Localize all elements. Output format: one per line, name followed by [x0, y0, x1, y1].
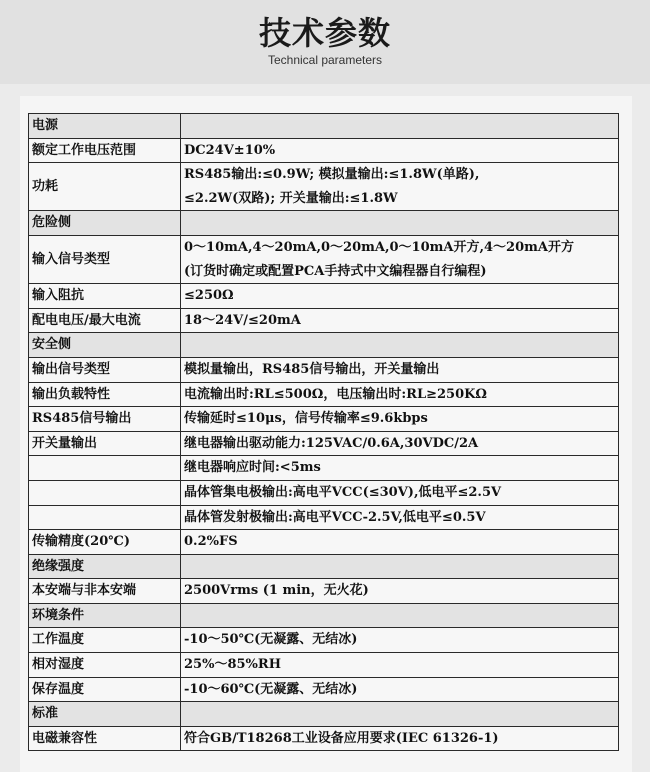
table-row — [29, 677, 619, 702]
parameter-label: 配电电压/最大电流 — [29, 308, 181, 333]
parameter-label: 传输精度(20℃) — [29, 530, 181, 555]
section-row — [29, 603, 619, 628]
parameter-value-line: ≤250Ω — [184, 288, 234, 304]
parameter-value — [181, 235, 619, 283]
parameter-value — [181, 530, 619, 555]
table-row — [29, 579, 619, 604]
parameter-value — [181, 308, 619, 333]
parameter-value — [181, 653, 619, 678]
parameter-value-line: 晶体管集电极输出:高电平VCC(≤30V),低电平≤2.5V — [184, 484, 502, 500]
page-subtitle: Technical parameters — [267, 53, 383, 67]
section-row — [29, 702, 619, 727]
section-row — [29, 333, 619, 358]
table-row — [29, 407, 619, 432]
parameter-label — [29, 505, 181, 530]
section-filler — [181, 603, 619, 628]
parameter-value-line: 继电器响应时间:<5ms — [184, 460, 321, 476]
parameter-value — [181, 284, 619, 309]
section-label: 环境条件 — [29, 603, 181, 628]
section-filler — [181, 114, 619, 139]
table-row — [29, 726, 619, 751]
section-row — [29, 114, 619, 139]
parameter-label: 输出信号类型 — [29, 357, 181, 382]
parameter-value — [181, 505, 619, 530]
section-label: 电源 — [29, 114, 181, 139]
parameter-value — [181, 480, 619, 505]
section-label: 绝缘强度 — [29, 554, 181, 579]
parameter-value — [181, 677, 619, 702]
parameter-label: 本安端与非本安端 — [29, 579, 181, 604]
parameter-value — [181, 357, 619, 382]
parameter-label: 电磁兼容性 — [29, 726, 181, 751]
table-row — [29, 628, 619, 653]
parameter-label: 保存温度 — [29, 677, 181, 702]
table-row — [29, 357, 619, 382]
parameter-value-line: DC24V±10% — [184, 142, 276, 158]
table-row — [29, 382, 619, 407]
section-label: 安全侧 — [29, 333, 181, 358]
parameter-value-line: (订货时确定或配置PCA手持式中文编程器自行编程) — [184, 263, 487, 279]
parameter-label: 相对湿度 — [29, 653, 181, 678]
section-filler — [181, 211, 619, 236]
parameter-value — [181, 407, 619, 432]
parameter-label: 输入阻抗 — [29, 284, 181, 309]
parameter-value-line: 18～24V/≤20mA — [184, 312, 301, 328]
parameter-value-line: 0.2%FS — [184, 534, 238, 550]
table-row — [29, 163, 619, 211]
parameters-table-body — [29, 114, 619, 751]
parameter-label: 额定工作电压范围 — [29, 138, 181, 163]
parameter-label: 工作温度 — [29, 628, 181, 653]
table-row — [29, 138, 619, 163]
parameter-label — [29, 456, 181, 481]
parameter-value-line: 25%～85%RH — [184, 657, 281, 673]
table-row — [29, 284, 619, 309]
parameter-value-line: 晶体管发射极输出:高电平VCC-2.5V,低电平≤0.5V — [184, 509, 486, 525]
parameters-table — [28, 113, 619, 751]
section-filler — [181, 554, 619, 579]
table-row — [29, 456, 619, 481]
parameter-value — [181, 138, 619, 163]
section-filler — [181, 702, 619, 727]
parameter-value-line: 符合GB/T18268工业设备应用要求(IEC 61326-1) — [184, 730, 499, 746]
parameter-value — [181, 382, 619, 407]
parameter-value-line: 模拟量输出，RS485信号输出，开关量输出 — [184, 361, 440, 377]
parameter-value-line: 0～10mA,4～20mA,0～20mA,0～10mA开方,4～20mA开方 — [184, 239, 574, 255]
table-row — [29, 235, 619, 283]
table-row — [29, 653, 619, 678]
parameter-value — [181, 628, 619, 653]
parameter-value-line: -10～50℃(无凝露、无结冰) — [184, 632, 358, 648]
table-row — [29, 480, 619, 505]
parameter-value — [181, 163, 619, 211]
parameter-label: 输入信号类型 — [29, 235, 181, 283]
parameter-label: RS485信号输出 — [29, 407, 181, 432]
section-filler — [181, 333, 619, 358]
parameter-value-line: 电流输出时:RL≤500Ω，电压输出时:RL≥250KΩ — [184, 386, 487, 402]
parameter-value — [181, 726, 619, 751]
parameter-value-line: 传输延时≤10μs，信号传输率≤9.6kbps — [184, 411, 428, 427]
header-banner — [0, 0, 650, 84]
parameter-value-line: RS485输出:≤0.9W; 模拟量输出:≤1.8W(单路), — [184, 167, 480, 183]
table-row — [29, 308, 619, 333]
parameter-value-line: 2500Vrms (1 min，无火花) — [184, 583, 369, 599]
parameter-label: 功耗 — [29, 163, 181, 211]
section-row — [29, 211, 619, 236]
parameter-value-line: 继电器输出驱动能力:125VAC/0.6A,30VDC/2A — [184, 435, 479, 451]
parameter-label: 开关量输出 — [29, 431, 181, 456]
parameter-value — [181, 579, 619, 604]
parameter-value — [181, 431, 619, 456]
section-row — [29, 554, 619, 579]
table-row — [29, 530, 619, 555]
section-label: 标准 — [29, 702, 181, 727]
parameter-label — [29, 480, 181, 505]
section-label: 危险侧 — [29, 211, 181, 236]
parameter-label: 输出负载特性 — [29, 382, 181, 407]
parameter-value-line: -10～60℃(无凝露、无结冰) — [184, 681, 358, 697]
table-row — [29, 505, 619, 530]
table-row — [29, 431, 619, 456]
parameter-value-line: ≤2.2W(双路); 开关量输出:≤1.8W — [184, 190, 398, 206]
parameter-value — [181, 456, 619, 481]
page-title: 技术参数 — [258, 14, 391, 52]
